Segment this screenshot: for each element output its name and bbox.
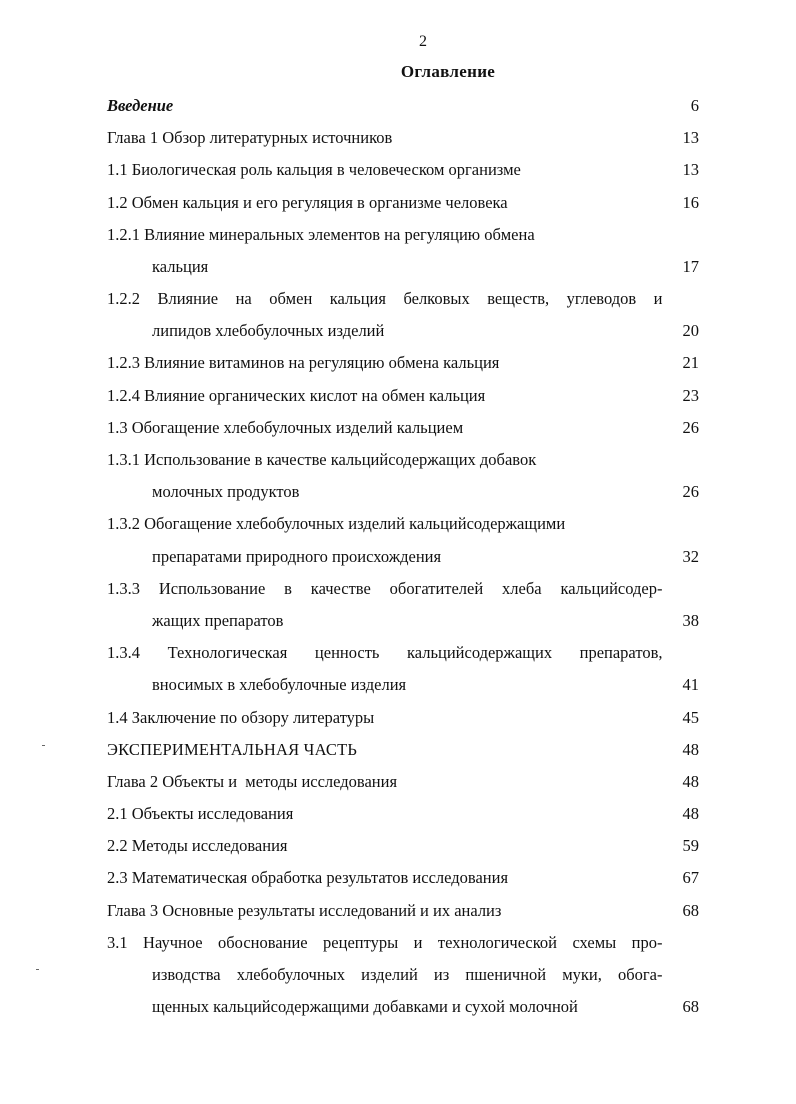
toc-entry-page: 68 <box>682 900 699 920</box>
toc-entry-title <box>107 573 683 637</box>
toc-entry-title: Глава 1 Обзор литературных источников <box>107 128 393 148</box>
toc-entry-page: 45 <box>682 707 699 727</box>
toc-entry <box>107 219 699 283</box>
toc-entry-title <box>107 219 683 283</box>
toc-entry-title: 2.1 Объекты исследования <box>107 804 294 824</box>
toc-entry-title: 1.3 Обогащение хлебобулочных изделий кальцием <box>107 417 464 437</box>
toc-entry-page: 48 <box>682 804 699 824</box>
scan-speck <box>42 745 45 746</box>
toc-entry-page: 13 <box>682 160 699 180</box>
toc-entry <box>107 444 699 508</box>
toc-entry <box>107 90 699 122</box>
toc-entry <box>107 154 699 186</box>
toc-entry-page: 26 <box>682 482 699 502</box>
toc-entry <box>107 766 699 798</box>
toc-title: Оглавление <box>400 62 496 81</box>
toc-entry <box>107 380 699 412</box>
toc-entry-page: 68 <box>682 997 699 1017</box>
toc-entry <box>107 283 699 347</box>
toc-entry-line: 1.3.1 Использование в качестве кальцийсодержащих добавок <box>107 450 537 470</box>
toc-entry <box>107 187 699 219</box>
toc-entry-page: 67 <box>682 868 699 888</box>
toc-entry-title <box>107 444 683 508</box>
toc-entry-title <box>107 508 683 572</box>
page-number: 2 <box>419 33 427 50</box>
toc-entry <box>107 798 699 830</box>
toc-entry-title <box>107 283 683 347</box>
toc-entry-line: изводства хлебобулочных изделий из пшеничной муки, обога- <box>152 965 663 985</box>
toc-entry-title: 1.1 Биологическая роль кальция в человеческом организме <box>107 160 521 180</box>
toc-entry <box>107 122 699 154</box>
toc-entry-line: 3.1 Научное обоснование рецептуры и технологической схемы про- <box>107 932 663 952</box>
toc-entry-title: Глава 3 Основные результаты исследований и их анализ <box>107 900 502 920</box>
toc-entry <box>107 573 699 637</box>
toc-entry-line: 1.3.2 Обогащение хлебобулочных изделий кальцийсодержащими <box>107 514 566 534</box>
toc-entry-line: 1.3.3 Использование в качестве обогатителей хлеба кальцийсодер- <box>107 578 663 598</box>
toc-entry <box>107 863 699 895</box>
toc-entry-title: Введение <box>107 95 174 115</box>
toc-entry-page: 48 <box>682 739 699 759</box>
toc-entry-title: 1.2.4 Влияние органических кислот на обмен кальция <box>107 385 486 405</box>
toc-entry-line: молочных продуктов <box>152 482 300 502</box>
toc-entry-title <box>107 637 683 701</box>
toc-entry-line: липидов хлебобулочных изделий <box>152 321 385 341</box>
toc-entry-page: 13 <box>682 128 699 148</box>
toc-entry <box>107 702 699 734</box>
toc-entry-line: препаратами природного происхождения <box>152 546 442 566</box>
toc-entry <box>107 412 699 444</box>
toc-entry-title: Глава 2 Объекты и методы исследования <box>107 771 398 791</box>
toc-entry <box>107 927 699 1024</box>
toc-entry-page: 41 <box>682 675 699 695</box>
toc-entry <box>107 508 699 572</box>
toc-entry-page: 32 <box>682 546 699 566</box>
toc-entry-line: 1.3.4 Технологическая ценность кальцийсодержащих препаратов, <box>107 643 663 663</box>
toc-entry <box>107 895 699 927</box>
toc-entry-page: 26 <box>682 417 699 437</box>
toc-entry-line: кальция <box>152 256 209 276</box>
toc-entry-title: 1.2.3 Влияние витаминов на регуляцию обмена кальция <box>107 353 500 373</box>
toc-entry-page: 6 <box>690 95 699 115</box>
toc-entry-title <box>107 927 683 1024</box>
toc-entry-line: щенных кальцийсодержащими добавками и сухой молочной <box>152 997 578 1017</box>
toc-entry <box>107 830 699 862</box>
toc-entry-line: вносимых в хлебобулочные изделия <box>152 675 407 695</box>
toc-entry-title: 1.4 Заключение по обзору литературы <box>107 707 375 727</box>
toc-entry-page: 23 <box>682 385 699 405</box>
toc-entry <box>107 637 699 701</box>
scan-speck <box>36 969 39 970</box>
toc-entry <box>107 734 699 766</box>
toc-entry-page: 17 <box>682 256 699 276</box>
toc-entry-title: 2.2 Методы исследования <box>107 836 288 856</box>
toc-entry-title: ЭКСПЕРИМЕНТАЛЬНАЯ ЧАСТЬ <box>107 739 358 759</box>
toc-entry-line: 1.2.2 Влияние на обмен кальция белковых веществ, углеводов и <box>107 289 663 309</box>
toc-entry-page: 21 <box>682 353 699 373</box>
table-of-contents <box>107 90 699 1023</box>
toc-entry-line: 1.2.1 Влияние минеральных элементов на регуляцию обмена <box>107 224 535 244</box>
toc-entry <box>107 348 699 380</box>
toc-entry-line: жащих препаратов <box>152 611 284 630</box>
toc-entry-title: 1.2 Обмен кальция и его регуляция в организме человека <box>107 192 508 212</box>
toc-entry-page: 20 <box>682 321 699 341</box>
toc-entry-page: 16 <box>682 192 699 212</box>
toc-entry-title: 2.3 Математическая обработка результатов исследования <box>107 868 509 888</box>
toc-entry-page: 59 <box>682 836 699 856</box>
toc-entry-page: 48 <box>682 771 699 791</box>
toc-entry-page: 38 <box>682 611 699 630</box>
